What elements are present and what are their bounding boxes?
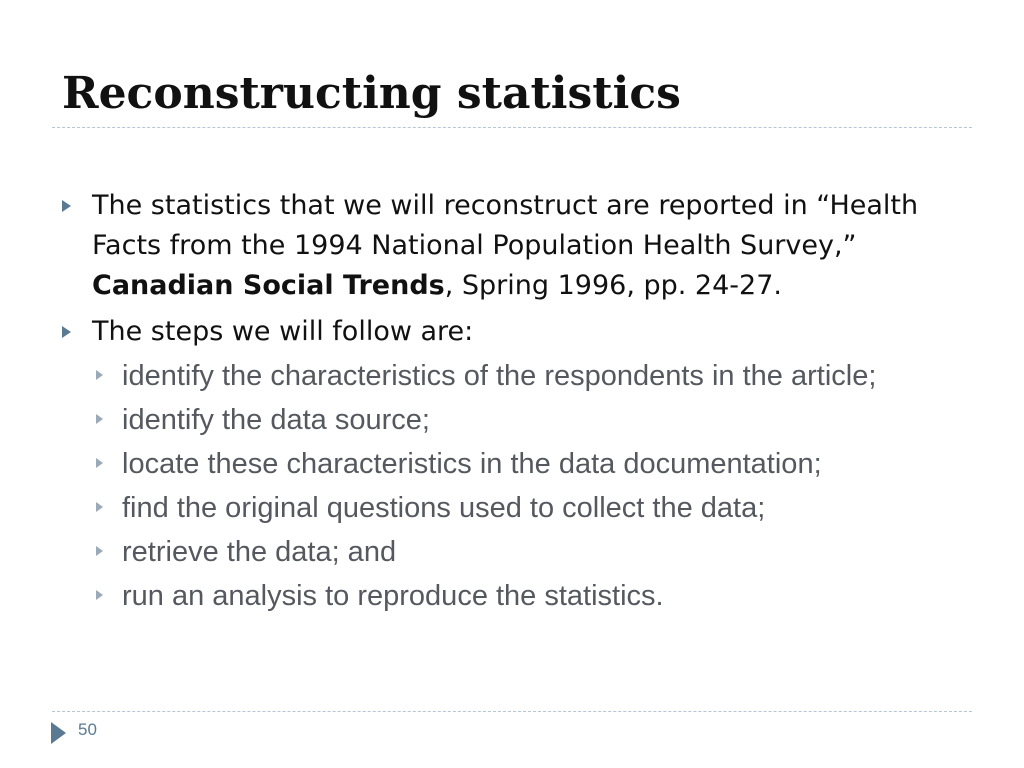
step-text: run an analysis to reproduce the statistics. bbox=[122, 580, 664, 612]
step-text: find the original questions used to collect the data; bbox=[122, 492, 766, 524]
step-item bbox=[58, 402, 988, 438]
step-item bbox=[58, 358, 988, 394]
bullet-arrow-icon bbox=[62, 200, 71, 212]
source-text-citation: , Spring 1996, pp. 24-27. bbox=[444, 270, 782, 301]
sub-bullet-arrow-icon bbox=[96, 414, 103, 424]
step-text: locate these characteristics in the data documentation; bbox=[122, 448, 822, 480]
title-divider bbox=[52, 127, 972, 128]
bullet-arrow-icon bbox=[62, 326, 71, 338]
step-item bbox=[58, 534, 988, 570]
source-publication-title: Canadian Social Trends bbox=[92, 270, 445, 301]
step-item bbox=[58, 578, 988, 614]
sub-bullet-arrow-icon bbox=[96, 458, 103, 468]
footer-divider bbox=[52, 711, 972, 712]
step-text: retrieve the data; and bbox=[122, 536, 397, 568]
page-number: 50 bbox=[78, 720, 97, 739]
sub-bullet-arrow-icon bbox=[96, 590, 103, 600]
sub-bullet-arrow-icon bbox=[96, 370, 103, 380]
source-text-intro: The statistics that we will reconstruct are reported in “Health Facts from the 1994 National Population Health Survey,” bbox=[92, 190, 919, 261]
steps-list bbox=[58, 358, 988, 614]
footer-arrow-icon bbox=[51, 722, 66, 744]
slide-title: Reconstructing statistics bbox=[62, 68, 681, 119]
step-item bbox=[58, 446, 988, 482]
sub-bullet-arrow-icon bbox=[96, 502, 103, 512]
step-text: identify the data source; bbox=[122, 404, 430, 436]
bullet-source bbox=[58, 186, 988, 306]
bullet-steps-intro bbox=[58, 312, 988, 352]
step-item bbox=[58, 490, 988, 526]
step-text: identify the characteristics of the respondents in the article; bbox=[122, 360, 877, 392]
slide-body bbox=[58, 186, 988, 622]
sub-bullet-arrow-icon bbox=[96, 546, 103, 556]
steps-intro-text: The steps we will follow are: bbox=[92, 316, 474, 347]
